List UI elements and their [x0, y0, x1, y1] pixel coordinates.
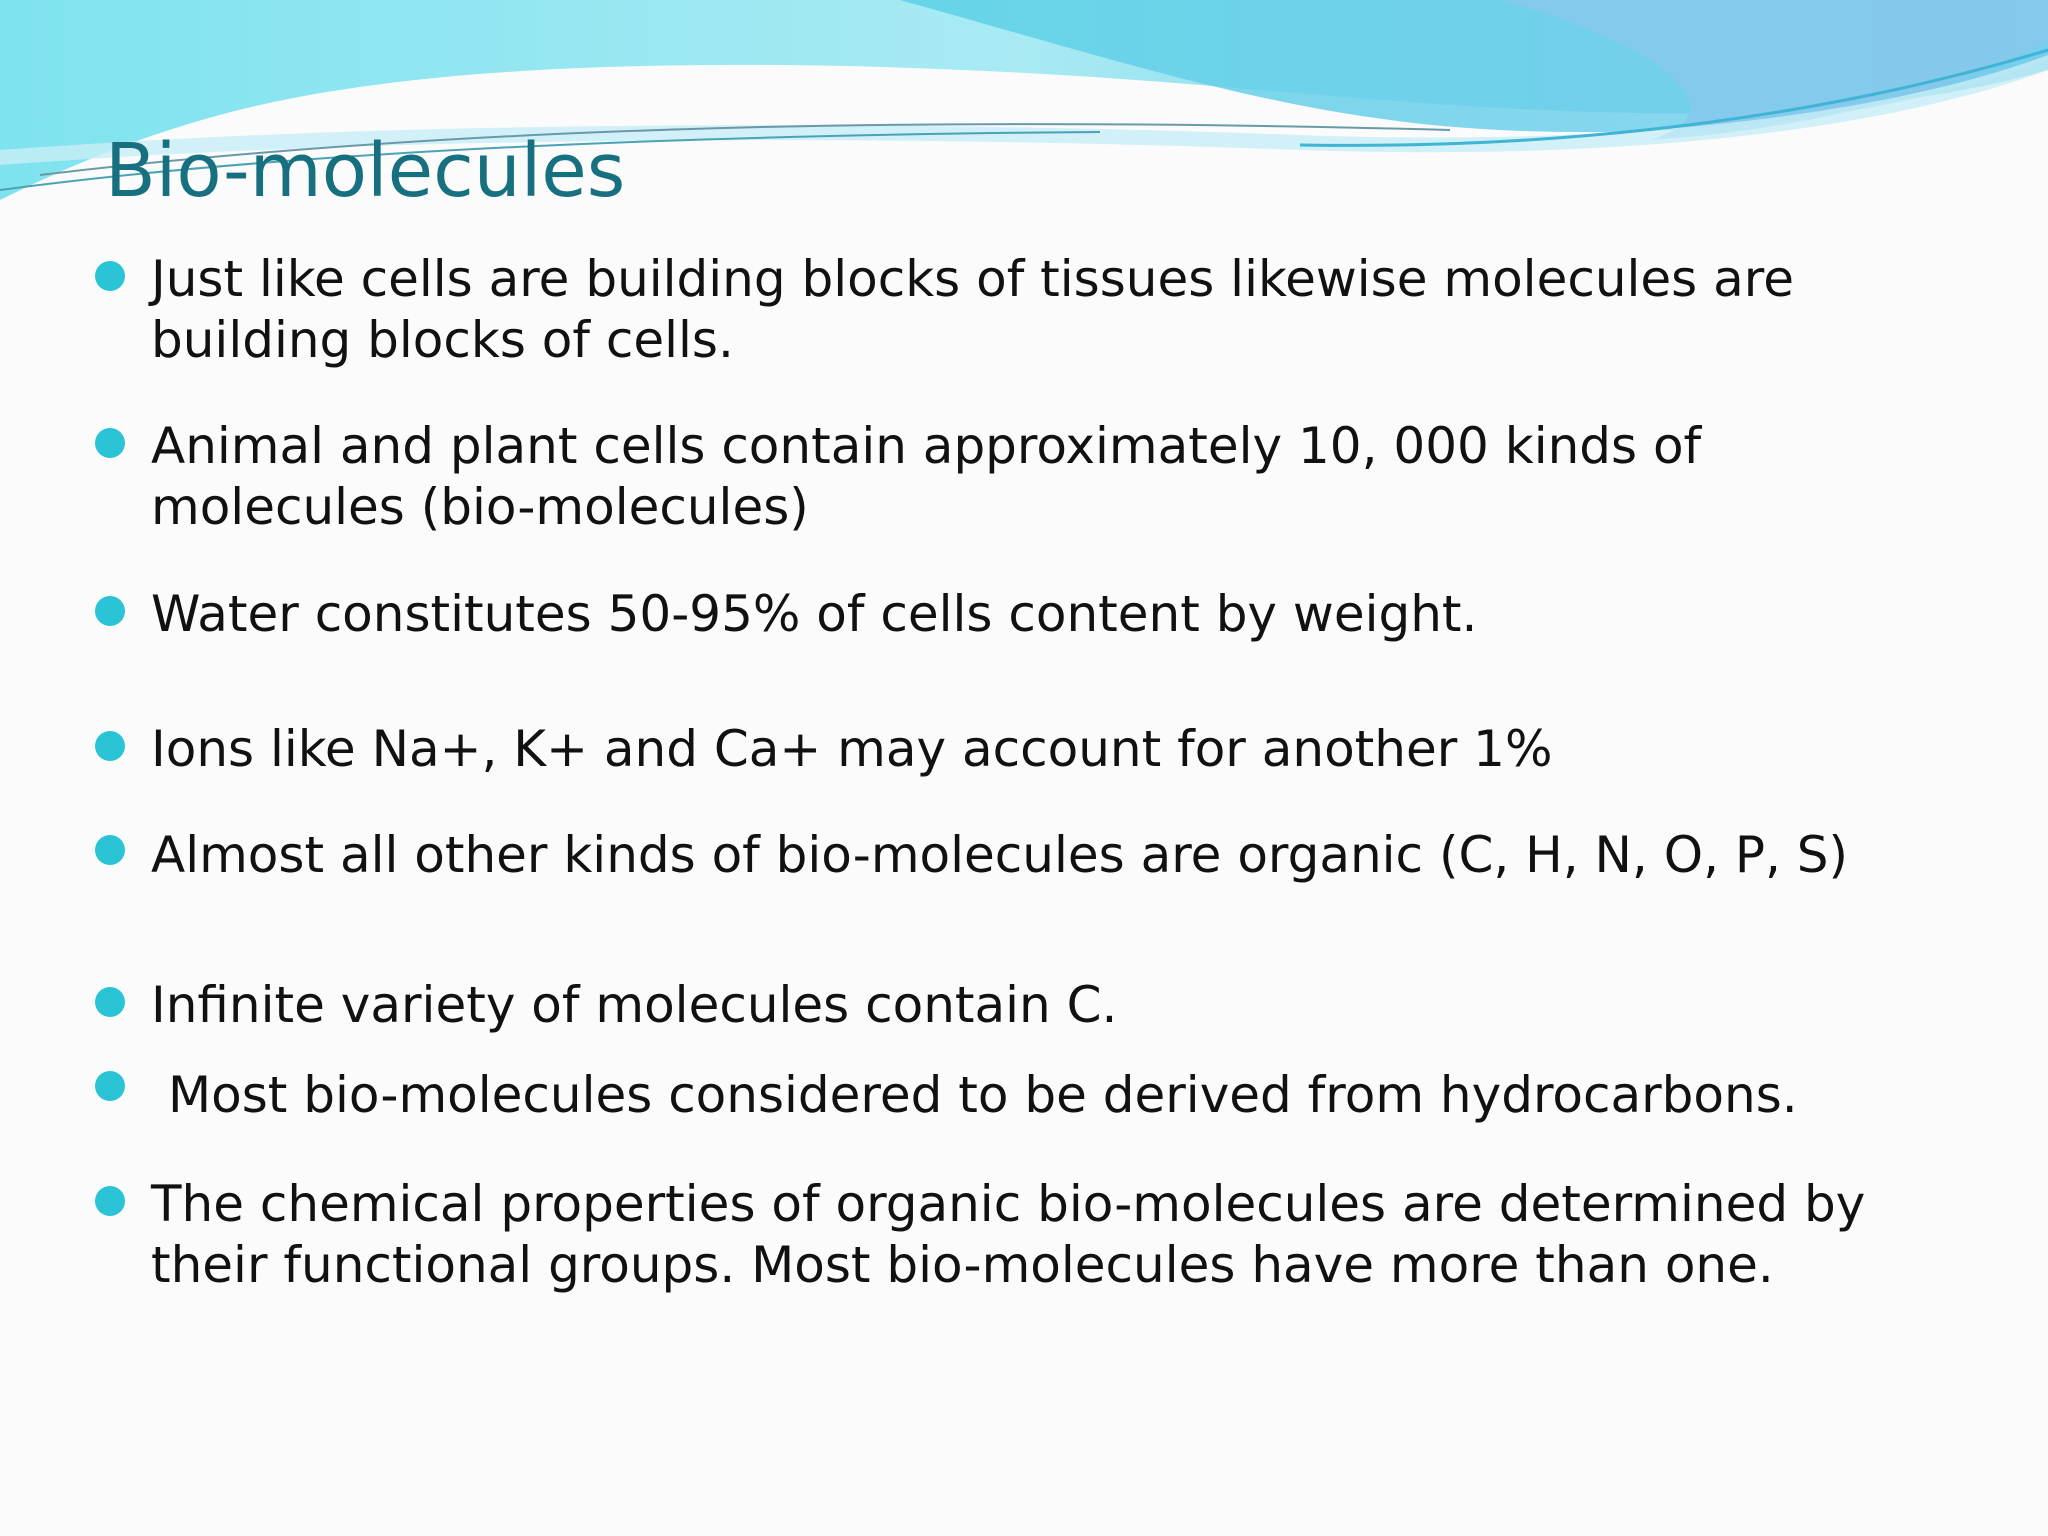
bullet-text-line: their functional groups. Most bio-molecules have more than one. [151, 1236, 1774, 1294]
bullet-dot-icon [95, 596, 125, 626]
bullet-text-line: building blocks of cells. [151, 311, 734, 369]
bullet-dot-icon [95, 987, 125, 1017]
bullet-text-line: Almost all other kinds of bio-molecules are organic (C, H, N, O, P, S) [151, 826, 1849, 884]
bullet-dot-icon [95, 261, 125, 291]
bullet-text-line: Animal and plant cells contain approximately 10, 000 kinds of [151, 417, 1702, 475]
bullet-text-line: Ions like Na+, K+ and Ca+ may account for another 1% [151, 720, 1553, 778]
bullet-text-line: Most bio-molecules considered to be derived from hydrocarbons. [168, 1066, 1798, 1124]
bullet-dot-icon [95, 428, 125, 458]
bullet-text-line: The chemical properties of organic bio-molecules are determined by [151, 1175, 1866, 1233]
bullet-dot-icon [95, 1186, 125, 1216]
bullet-text-line: Infinite variety of molecules contain C. [151, 976, 1118, 1034]
bullet-dot-icon [95, 835, 125, 865]
bullet-text-line: Just like cells are building blocks of tissues likewise molecules are [151, 250, 1794, 308]
slide-title: Bio-molecules [105, 128, 626, 214]
bullet-text-line: molecules (bio-molecules) [151, 478, 809, 536]
bullet-dot-icon [95, 731, 125, 761]
bullet-dot-icon [95, 1071, 125, 1101]
bullet-text-line: Water constitutes 50-95% of cells content by weight. [151, 585, 1478, 643]
